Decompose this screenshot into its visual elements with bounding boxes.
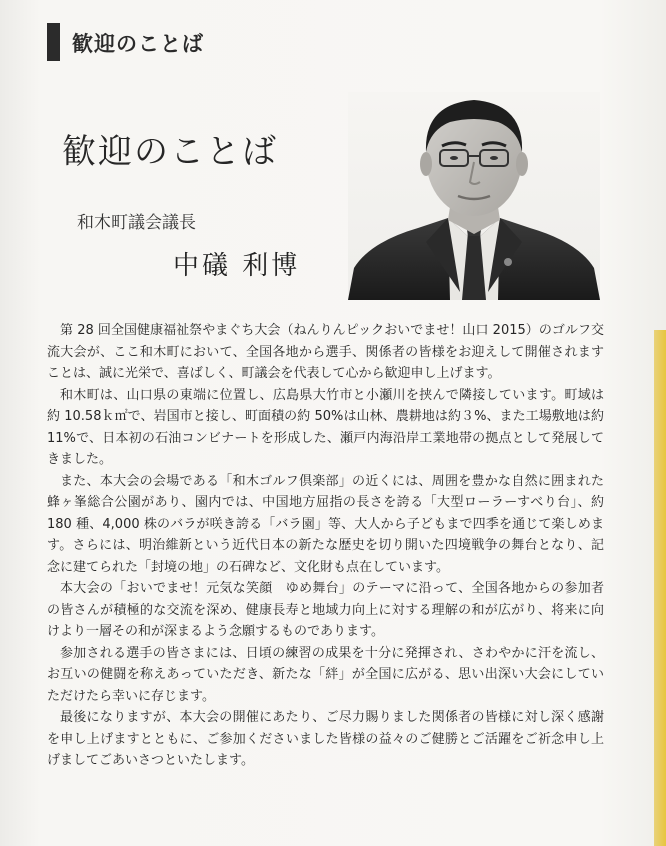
paragraph-4: 本大会の「おいでませ！元気な笑顔 ゆめ舞台」のテーマに沿って、全国各地からの参加者の皆さんが積極的な交流を深め、健康長寿と地域力向上に対する理解の和が広がり、将来に向けより一層その和が深まるよう念願するものであります。 (47, 581, 604, 639)
speaker-role: 和木町議会議長 (77, 213, 196, 233)
portrait-illustration (348, 92, 600, 300)
paragraph-2: 和木町は、山口県の東端に位置し、広島県大竹市と小瀬川を挟んで隣接しています。町域は約 10.58ｋ㎡で、岩国市と接し、町面積の約 50%は山林、農耕地は約３%、また工場敷地は約 11%で、日本初の石油コンビナートを形成した、瀬戸内海沿岸工業地帯の拠点として発展してきました。 (47, 387, 604, 467)
paragraph-3: また、本大会の会場である「和木ゴルフ倶楽部」の近くには、周囲を豊かな自然に囲まれた蜂ヶ峯総合公園があり、園内では、中国地方屈指の長さを誇る「大型ローラーすべり台」、約 180 種、4,000 株のバラが咲き誇る「バラ園」等、大人から子どもまで四季を通じて楽しめます。さらには、明治維新という近代日本の新たな歴史を切り開いた四境戦争の舞台となり、記念に建てられた「封境の地」の石碑など、文化財も点在しています。 (47, 473, 604, 575)
paragraph-5: 参加される選手の皆さまには、日頃の練習の成果を十分に発揮され、さわやかに汗を流し、お互いの健闘を称えあっていただき、新たな「絆」が全国に広がる、思い出深い大会にしていただけたら幸いに存じます。 (47, 645, 604, 704)
speaker-name: 中礒 利博 (173, 251, 301, 281)
paragraph-6: 最後になりますが、本大会の開催にあたり、ご尽力賜りました関係者の皆様に対し深く感謝を申し上げますとともに、ご参加くださいました皆様の益々のご健勝とご活躍をご祈念申し上げましてごあいさつといたします。 (47, 710, 604, 768)
paragraph-1: 第 28 回全国健康福祉祭やまぐち大会（ねんりんピックおいでませ！山口 2015）のゴルフ交流大会が、ここ和木町において、全国各地から選手、関係者の皆様をお迎えして開催されますことは、誠に光栄で、喜ばしく、町議会を代表して心から歓迎申し上げます。 (47, 323, 604, 381)
section-marker-bar (47, 23, 60, 61)
greeting-body (47, 320, 604, 772)
greeting-title: 歓迎のことば (62, 132, 278, 172)
section-title: 歓迎のことば (72, 32, 204, 56)
page-edge-accent (654, 330, 666, 846)
speaker-portrait-photo (348, 92, 600, 300)
